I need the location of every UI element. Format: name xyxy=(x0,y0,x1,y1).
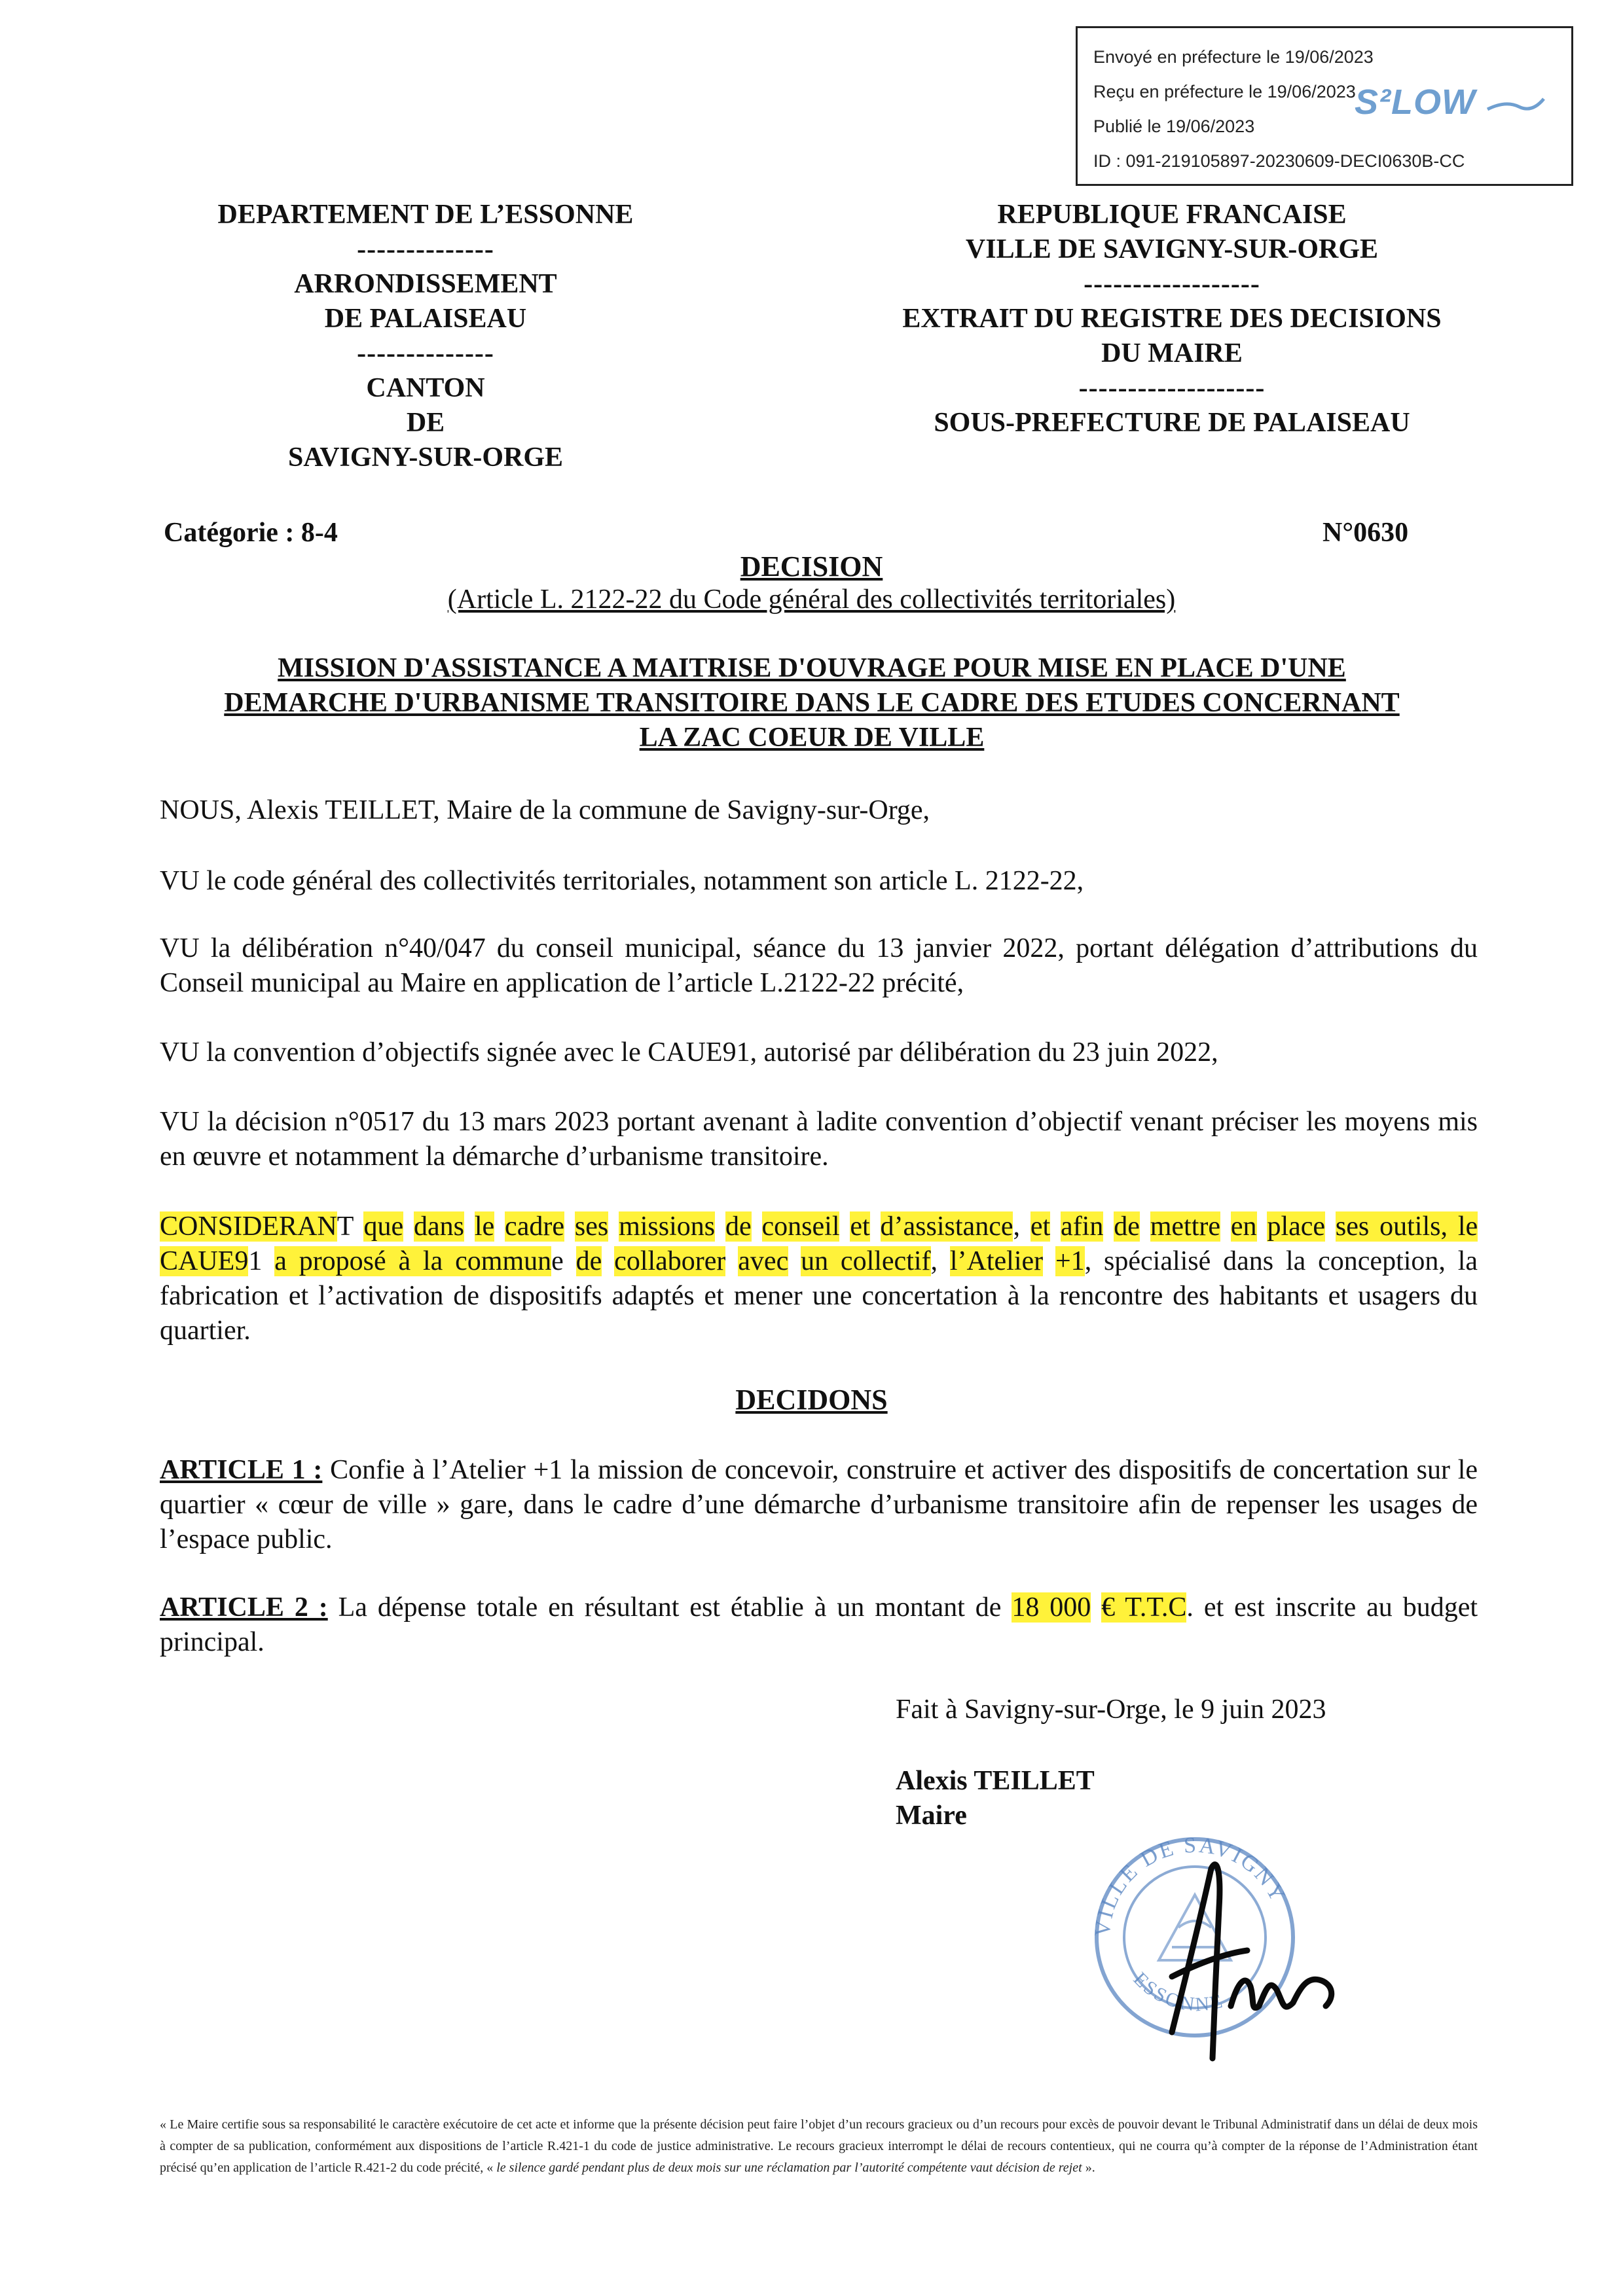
highlighted-text: de xyxy=(575,1246,602,1276)
highlighted-text: le xyxy=(474,1211,495,1242)
text: 1 xyxy=(248,1246,275,1276)
s2low-logo xyxy=(1355,82,1545,122)
highlighted-text: dans xyxy=(413,1211,464,1242)
separator: -------------- xyxy=(357,338,494,368)
text xyxy=(1325,1211,1336,1242)
highlighted-text: conseil xyxy=(761,1211,840,1242)
signatory-name: Alexis TEILLET xyxy=(896,1766,1095,1796)
highlighted-text: et xyxy=(850,1211,870,1242)
header-right xyxy=(845,198,1499,440)
highlighted-text: avec xyxy=(738,1246,789,1276)
arrondissement: ARRONDISSEMENT xyxy=(294,269,557,299)
text xyxy=(1220,1211,1231,1242)
stamp-publie: Publié le 19/06/2023 xyxy=(1093,117,1255,136)
paragraph-vu-decision: VU la décision n°0517 du 13 mars 2023 portant avenant à ladite convention d’objectif venant préciser les moyens mis en œuvre et notamment la démarche d’urbanisme transitoire. xyxy=(160,1107,1478,1172)
highlighted-text: ses xyxy=(574,1211,609,1242)
text: e xyxy=(551,1246,576,1276)
article-2-text: La dépense totale en résultant est établie à un montant de xyxy=(327,1592,1012,1623)
decision-number: N°0630 xyxy=(1322,518,1409,548)
text xyxy=(494,1211,505,1242)
highlighted-text: d’assistance xyxy=(880,1211,1013,1242)
categorie: Catégorie : 8-4 xyxy=(164,518,338,548)
highlighted-text: missions xyxy=(619,1211,716,1242)
text xyxy=(464,1211,475,1242)
article-1 xyxy=(160,1453,1478,1557)
highlighted-text: l’Atelier xyxy=(949,1246,1044,1276)
highlighted-text: en xyxy=(1230,1211,1257,1242)
paragraph-vu-convention: VU la convention d’objectifs signée avec le CAUE91, autorisé par délibération du 23 juin 2022, xyxy=(160,1037,1218,1067)
text: , xyxy=(930,1246,950,1276)
text xyxy=(1103,1211,1114,1242)
mission-title-line: LA ZAC COEUR DE VILLE xyxy=(639,723,985,753)
text xyxy=(608,1211,619,1242)
separator: ------------------- xyxy=(1078,373,1266,403)
text: T xyxy=(337,1211,364,1242)
article-2-text-end: . et est inscrite au budget principal. xyxy=(160,1592,1478,1657)
article-1-text: Confie à l’Atelier +1 la mission de concevoir, construire et activer des dispositifs de concertation sur le quartier « cœur de ville » gare, dans le cadre d’une démarche d’urbanisme transitoire afin de repenser les usages de l’espace public. xyxy=(160,1455,1478,1554)
ville: VILLE DE SAVIGNY-SUR-ORGE xyxy=(965,234,1379,264)
footer-end: ». xyxy=(1082,2161,1095,2175)
highlighted-text: un collectif xyxy=(801,1246,931,1276)
paragraph-considerant xyxy=(160,1210,1478,1348)
republique: REPUBLIQUE FRANCAISE xyxy=(997,200,1347,230)
stamp-envoye: Envoyé en préfecture le 19/06/2023 xyxy=(1093,47,1374,67)
decision-article-ref: (Article L. 2122-22 du Code général des collectivités territoriales) xyxy=(447,584,1176,615)
official-seal-icon xyxy=(1074,1816,1362,2065)
footer-italic: le silence gardé pendant plus de deux mois sur une réclamation par l’autorité compétente vaut décision de rejet xyxy=(496,2161,1082,2175)
header-left xyxy=(164,198,687,475)
mission-title xyxy=(157,651,1467,755)
mission-title-line: MISSION D'ASSISTANCE A MAITRISE D'OUVRAGE POUR MISE EN PLACE D'UNE xyxy=(278,653,1346,683)
decidons-heading: DECIDONS xyxy=(735,1384,888,1416)
highlighted-text: CONSIDERAN xyxy=(160,1211,337,1242)
extrait-registre: EXTRAIT DU REGISTRE DES DECISIONS xyxy=(902,304,1442,334)
stamp-recu: Reçu en préfecture le 19/06/2023 xyxy=(1093,82,1356,101)
highlighted-text: de xyxy=(1114,1211,1140,1242)
highlighted-text: collaborer xyxy=(614,1246,726,1276)
text xyxy=(1257,1211,1267,1242)
amount-highlight: 18 000 xyxy=(1012,1592,1091,1623)
footer-text: « Le Maire certifie sous sa responsabilité le caractère exécutoire de cet acte et informe que la présente décision peut faire l’objet d’un recours gracieux ou d’un recours pour excès de pouvoir devant le Tribunal Administratif dans un délai de deux mois à compter de sa publication, conformément aux dispositions de l’article R.421-1 du code de justice administrative. Le recours gracieux interrompt le délai de recours contentieux, qui ne courra qu’à compter de la réponse de l’Administration étant précisé qu’en application de l’article R.421-2 du code précité, « xyxy=(160,2117,1478,2175)
highlighted-text: que xyxy=(363,1211,404,1242)
highlighted-text: +1 xyxy=(1055,1246,1085,1276)
text: , xyxy=(1013,1211,1030,1242)
article-1-label: ARTICLE 1 : xyxy=(160,1455,323,1485)
s2low-swoosh-icon xyxy=(1486,95,1545,115)
text xyxy=(1091,1592,1101,1623)
seal-text-bottom: ESSONNE xyxy=(1129,1968,1227,2016)
seal-text-top: VILLE DE SAVIGNY xyxy=(1090,1833,1291,1938)
transmission-stamp xyxy=(1076,26,1573,186)
canton: CANTON xyxy=(366,373,485,403)
legal-footer xyxy=(160,2114,1478,2179)
signatory-title: Maire xyxy=(896,1801,967,1831)
highlighted-text: mettre xyxy=(1150,1211,1221,1242)
article-2-label: ARTICLE 2 : xyxy=(160,1592,328,1623)
mission-title-line: DEMARCHE D'URBANISME TRANSITOIRE DANS LE CADRE DES ETUDES CONCERNANT xyxy=(224,688,1400,718)
fait-a: Fait à Savigny-sur-Orge, le 9 juin 2023 xyxy=(896,1695,1326,1725)
highlighted-text: a proposé à la commun xyxy=(274,1246,552,1276)
text xyxy=(725,1246,738,1276)
highlighted-text: ses outils, le CAUE9 xyxy=(160,1211,1478,1276)
text xyxy=(1140,1211,1150,1242)
highlighted-text: de xyxy=(725,1211,752,1242)
paragraph-nous: NOUS, Alexis TEILLET, Maire de la commune de Savigny-sur-Orge, xyxy=(160,795,930,825)
highlighted-text: place xyxy=(1267,1211,1326,1242)
separator: ------------------ xyxy=(1084,269,1260,299)
currency-highlight: € T.T.C xyxy=(1101,1592,1187,1623)
signatory xyxy=(896,1764,1095,1833)
text xyxy=(788,1246,801,1276)
paragraph-vu-deliberation: VU la délibération n°40/047 du conseil municipal, séance du 13 janvier 2022, portant délégation d’attributions du Conseil municipal au Maire en application de l’article L.2122-22 précité, xyxy=(160,933,1478,998)
text xyxy=(1043,1246,1055,1276)
article-2 xyxy=(160,1590,1478,1660)
text xyxy=(870,1211,881,1242)
highlighted-text: et xyxy=(1030,1211,1051,1242)
du-maire: DU MAIRE xyxy=(1101,338,1243,368)
text: , spécialisé dans la conception, la fabrication et l’activation de dispositifs adaptés et mener une concertation à la rencontre des habitants et usagers du quartier. xyxy=(160,1246,1478,1346)
text xyxy=(1050,1211,1061,1242)
arrondissement-name: DE PALAISEAU xyxy=(324,304,527,334)
highlighted-text: afin xyxy=(1061,1211,1104,1242)
s2low-logo-text: S²LOW xyxy=(1355,82,1476,122)
text xyxy=(715,1211,725,1242)
paragraph-vu-code: VU le code général des collectivités territoriales, notamment son article L. 2122-22, xyxy=(160,866,1084,896)
departement: DEPARTEMENT DE L’ESSONNE xyxy=(217,200,634,230)
canton-name: SAVIGNY-SUR-ORGE xyxy=(287,442,564,473)
text xyxy=(602,1246,614,1276)
highlighted-text: cadre xyxy=(505,1211,564,1242)
text xyxy=(839,1211,850,1242)
stamp-id: ID : 091-219105897-20230609-DECI0630B-CC xyxy=(1093,151,1465,171)
text xyxy=(403,1211,414,1242)
seal-and-signature xyxy=(1074,1816,1362,2065)
separator: -------------- xyxy=(357,234,494,264)
sous-prefecture: SOUS-PREFECTURE DE PALAISEAU xyxy=(934,408,1410,438)
canton-de: DE xyxy=(406,408,445,438)
text xyxy=(564,1211,575,1242)
text xyxy=(752,1211,762,1242)
decision-title: DECISION xyxy=(740,550,883,583)
